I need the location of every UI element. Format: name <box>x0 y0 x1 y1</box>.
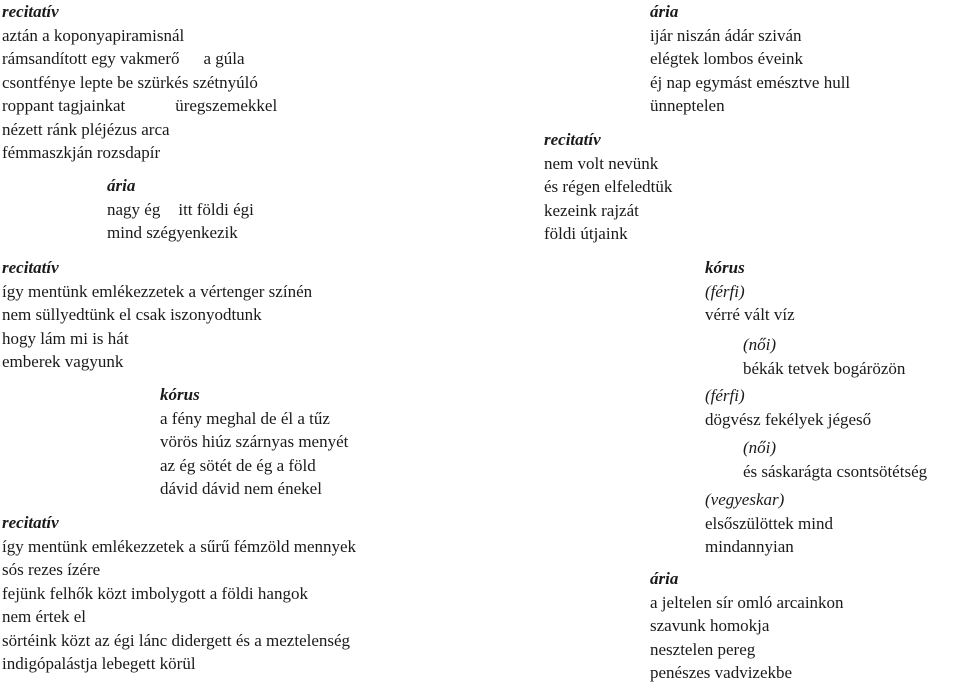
poem-line: vörös hiúz szárnyas menyét <box>160 432 349 451</box>
poem-line: ijár niszán ádár sziván <box>650 25 802 45</box>
poem-line: emberek vagyunk <box>2 352 124 371</box>
stanza-korus-2 <box>705 256 795 327</box>
poem-line: békák tetvek bogárözön <box>743 358 906 378</box>
section-heading: kórus <box>705 258 745 277</box>
poem-line: csontfénye lepte be szürkés szétnyúló <box>2 72 258 92</box>
stanza-korus-1 <box>160 383 348 501</box>
section-heading: recitatív <box>2 258 59 277</box>
poem-line: nesztelen pereg <box>650 639 756 659</box>
poem-line: sörtéink közt az égi lánc didergett és a meztelenség <box>2 630 351 650</box>
poem-line: elégtek lombos éveink <box>650 49 803 68</box>
poem-line: így mentünk emlékezzetek a sűrű fémzöld mennyek <box>2 536 357 556</box>
poem-line: nézett ránk pléjézus arca <box>2 119 170 139</box>
poem-line: mindannyian <box>705 537 794 556</box>
stanza-aria-2 <box>650 0 850 118</box>
poem-line <box>107 198 254 222</box>
poem-line: mind szégyenkezik <box>107 223 238 242</box>
poem-line-part: a gúla <box>203 49 245 68</box>
poem-line: aztán a koponyapiramisnál <box>2 25 185 45</box>
poem-line: és régen elfeledtük <box>544 177 673 196</box>
poem-line: szavunk homokja <box>650 616 770 635</box>
poem-line: elsőszülöttek mind <box>705 513 833 533</box>
voice-label-female: (női) <box>743 438 777 457</box>
poem-line: dögvész fekélyek jégeső <box>705 409 872 429</box>
poem-line: a fény meghal de él a tűz <box>160 408 330 428</box>
korus-female-part-2 <box>743 436 927 483</box>
voice-label-male: (férfi) <box>705 386 745 405</box>
poem-line: nem értek el <box>2 607 87 626</box>
poem-line: nem süllyedtünk el csak iszonyodtunk <box>2 305 262 324</box>
poem-line: fejünk felhők közt imbolygott a földi hangok <box>2 583 308 603</box>
stanza-aria-1 <box>107 174 254 245</box>
poem-line-part: üregszemekkel <box>175 96 278 115</box>
stanza-recitativ-1 <box>2 0 277 165</box>
poem-line: ünneptelen <box>650 96 725 115</box>
poem-line: sós rezes ízére <box>2 560 101 579</box>
poem-line: dávid dávid nem énekel <box>160 479 322 498</box>
poem-line <box>2 94 277 118</box>
voice-label-male: (férfi) <box>705 281 745 301</box>
poem-line: hogy lám mi is hát <box>2 328 129 348</box>
poem-line: indigópalástja lebegett körül <box>2 654 196 673</box>
poem-line: vérré vált víz <box>705 305 795 324</box>
poem-line-part: nagy ég <box>107 199 161 219</box>
poem-line: földi útjaink <box>544 224 628 243</box>
poem-line: így mentünk emlékezzetek a vértenger színén <box>2 281 313 301</box>
poem-line: penészes vadvizekbe <box>650 663 793 682</box>
korus-female-part-1 <box>743 333 905 380</box>
voice-label-female: (női) <box>743 335 777 354</box>
section-heading: ária <box>107 176 136 195</box>
poem-line: az ég sötét de ég a föld <box>160 455 316 475</box>
section-heading: recitatív <box>2 2 59 21</box>
korus-male-part-2 <box>705 384 871 431</box>
korus-mixed-part <box>705 488 833 559</box>
poem-line: a jeltelen sír omló arcainkon <box>650 592 844 612</box>
stanza-recitativ-2 <box>2 256 312 374</box>
poem-line: fémmaszkján rozsdapír <box>2 143 161 162</box>
poem-line-part: itt földi égi <box>178 199 254 219</box>
section-heading: recitatív <box>544 130 601 149</box>
section-heading: ária <box>650 2 679 21</box>
poem-line-part: rámsandított egy vakmerő <box>2 49 180 68</box>
stanza-aria-3 <box>650 567 844 685</box>
section-heading: recitatív <box>2 513 59 532</box>
section-heading: ária <box>650 569 679 588</box>
stanza-recitativ-3 <box>2 511 356 676</box>
poem-line: éj nap egymást emésztve hull <box>650 72 851 92</box>
section-heading: kórus <box>160 385 200 404</box>
poem-line: nem volt nevünk <box>544 153 659 173</box>
stanza-recitativ-4 <box>544 128 672 246</box>
poem-line: és sáskarágta csontsötétség <box>743 461 928 481</box>
poem-line-part: roppant tagjainkat <box>2 96 126 115</box>
poem-line: kezeink rajzát <box>544 200 639 220</box>
voice-label-mixed: (vegyeskar) <box>705 490 785 509</box>
poem-line <box>2 47 277 71</box>
